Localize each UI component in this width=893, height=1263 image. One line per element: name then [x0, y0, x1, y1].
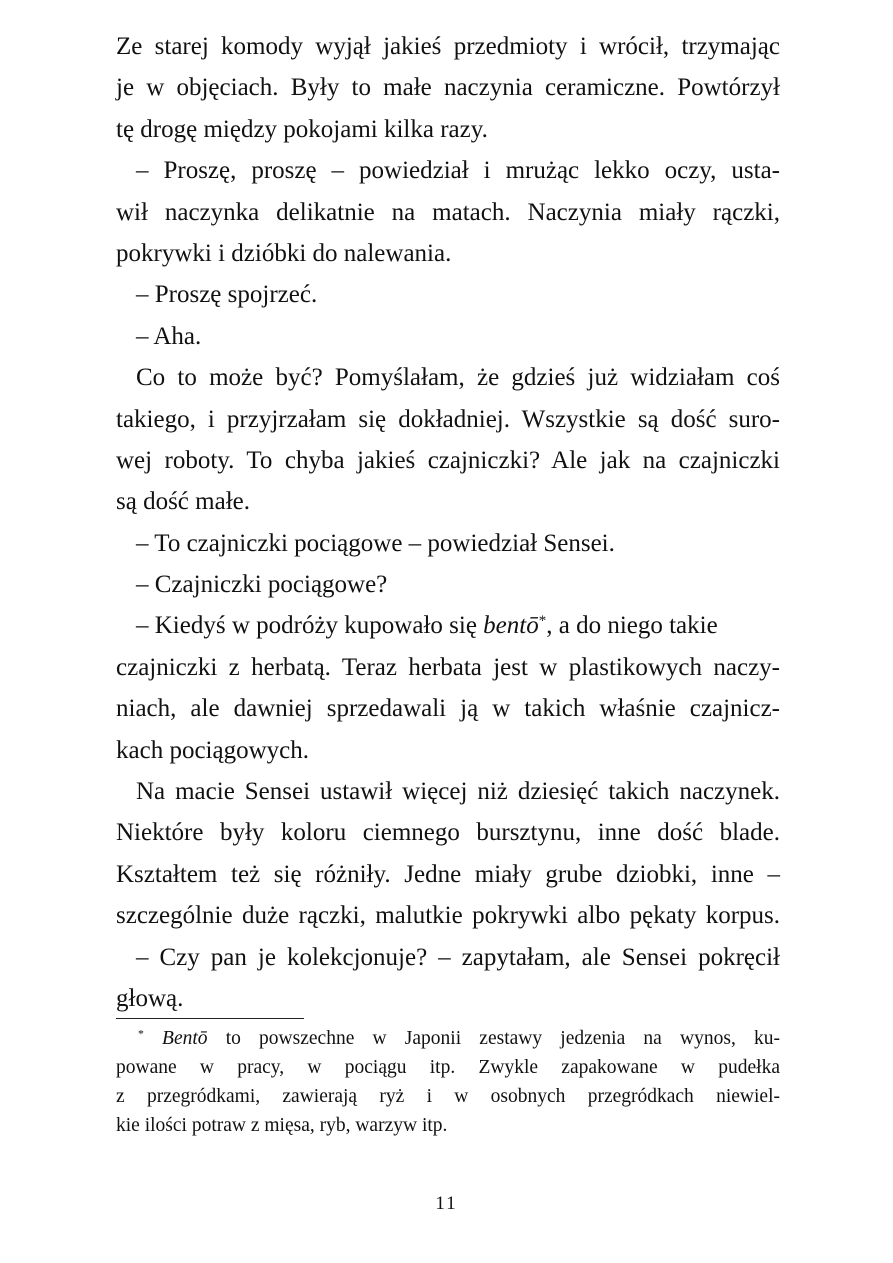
text-line: – Czajniczki pociągowe?: [136, 571, 388, 599]
text-line: szczególnie duże rączki, malutkie pokrywki albo pękaty korpus.: [116, 902, 780, 930]
footnote-divider: [116, 1018, 304, 1019]
text-line: czajniczki z herbatą. Teraz herbata jest w plastikowych naczy-: [116, 653, 780, 681]
text-line: niach, ale dawniej sprzedawali ją w takich właśnie czajnicz-: [116, 695, 780, 723]
footnote-line: z przegródkami, zawierają ryż i w osobnych przegródkach niewiel-: [116, 1086, 780, 1107]
text-line: Co to może być? Pomyślałam, że gdzieś już widziałam coś: [136, 364, 780, 392]
text-line: – Proszę spojrzeć.: [136, 281, 318, 309]
text-segment: – Kiedyś w podróży kupowało się: [136, 612, 484, 640]
text-line: głową.: [116, 984, 184, 1012]
text-line: są dość małe.: [116, 488, 250, 516]
footnote-line: [116, 1024, 780, 1053]
text-line: takiego, i przyjrzałam się dokładniej. Wszystkie są dość suro-: [116, 405, 780, 433]
footnote-ref: *: [538, 613, 547, 630]
footnote: [116, 1024, 780, 1140]
text-segment: , a do niego takie: [546, 612, 718, 640]
text-line: – Aha.: [136, 322, 202, 350]
text-line: Kształtem też się różniły. Jedne miały grube dziobki, inne –: [116, 860, 780, 888]
bento-term: bentō: [483, 612, 539, 640]
footnote-marker: *: [138, 1027, 144, 1041]
text-line: wił naczynka delikatnie na matach. Naczynia miały rączki,: [116, 198, 780, 226]
page-number: 11: [435, 1193, 458, 1214]
text-line: kach pociągowych.: [116, 736, 309, 764]
text-line: Niektóre były koloru ciemnego bursztynu, inne dość blade.: [116, 819, 780, 847]
text-line: pokrywki i dzióbki do nalewania.: [116, 239, 452, 267]
text-line: – Proszę, proszę – powiedział i mrużąc lekko oczy, usta-: [136, 157, 780, 185]
body-text: [116, 26, 780, 1019]
text-line: tę drogę między pokojami kilka razy.: [116, 115, 488, 143]
footnote-text: to powszechne w Japonii zestawy jedzenia na wynos, ku-: [207, 1028, 780, 1049]
footnote-line: powane w pracy, w pociągu itp. Zwykle zapakowane w pudełka: [116, 1057, 780, 1078]
text-line: – Czy pan je kolekcjonuje? – zapytałam, ale Sensei pokręcił: [136, 943, 780, 971]
text-line: je w objęciach. Były to małe naczynia ceramiczne. Powtórzył: [116, 74, 780, 102]
text-line: wej roboty. To chyba jakieś czajniczki? Ale jak na czajniczki: [116, 446, 780, 474]
footnote-line: kie ilości potraw z mięsa, ryb, warzyw itp.: [116, 1115, 448, 1136]
text-line: [116, 605, 780, 646]
text-line: Na macie Sensei ustawił więcej niż dziesięć takich naczynek.: [136, 778, 780, 806]
text-line: – To czajniczki pociągowe – powiedział Sensei.: [136, 529, 615, 557]
text-line: Ze starej komody wyjął jakieś przedmioty i wrócił, trzymając: [116, 33, 780, 60]
footnote-term: Bentō: [162, 1028, 208, 1049]
